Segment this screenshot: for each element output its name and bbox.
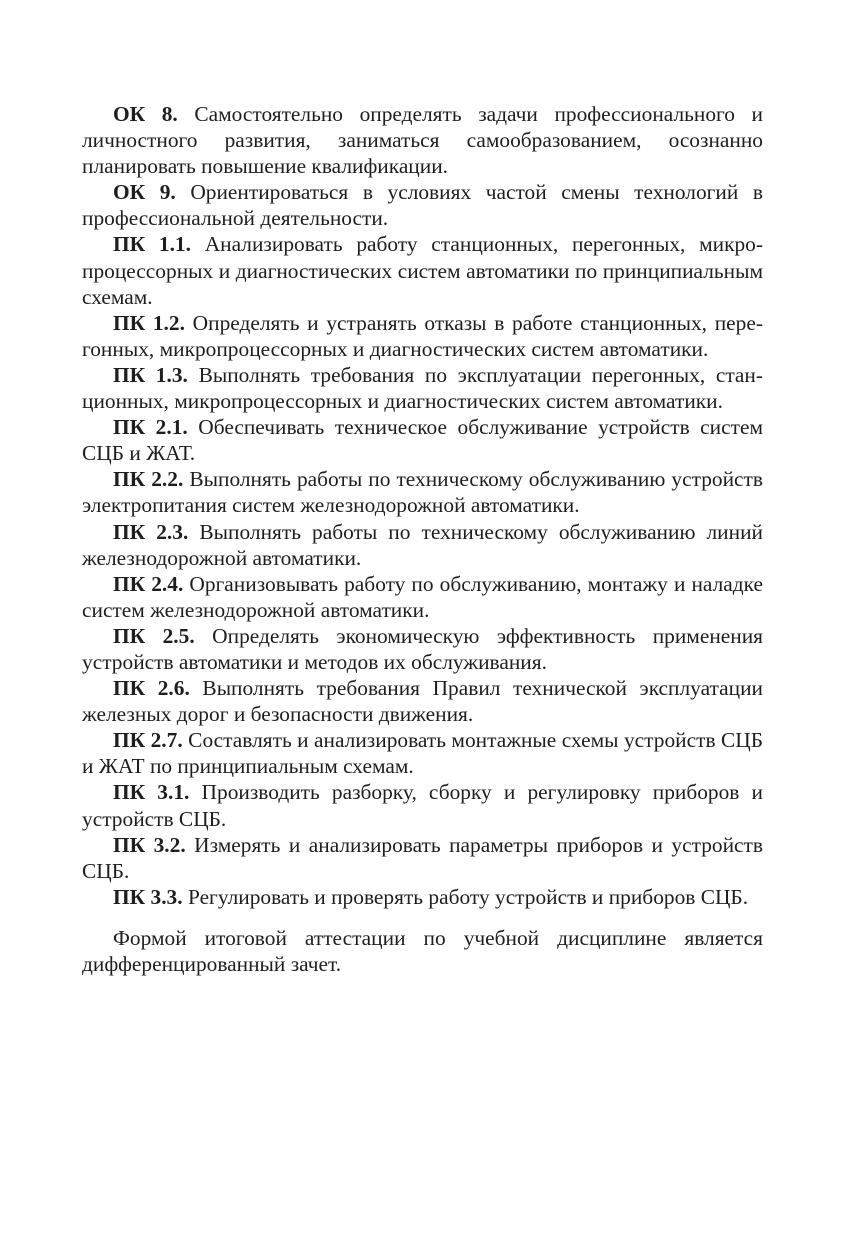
competency-code: ПК 3.2.	[113, 832, 186, 857]
document-page	[82, 101, 763, 977]
competency-code: ПК 1.1.	[113, 232, 191, 257]
competency-code: ПК 1.3.	[113, 362, 188, 387]
competency-code: ПК 3.1.	[113, 780, 190, 805]
competency-pk1-3	[82, 362, 763, 414]
competency-text: Выполнять требования Правил технической эксплуатации железных дорог и безопасности движения.	[82, 676, 763, 727]
competency-pk2-7	[82, 727, 763, 779]
competency-text: Определять экономическую эффективность применения устройств автоматики и методов их обслуживания.	[82, 623, 763, 674]
competency-text: Определять и устранять отказы в работе станционных, перегонных, микропроцессорных и диагностических систем автоматики.	[82, 310, 763, 361]
competency-code: ПК 2.6.	[113, 676, 190, 701]
competency-text: Составлять и анализировать монтажные схемы устройств СЦБ и ЖАТ по принципиальным схемам.	[82, 728, 764, 779]
final-paragraph: Формой итоговой аттестации по учебной дисциплине является дифференцированный зачет.	[82, 925, 763, 976]
competency-pk1-1	[82, 231, 763, 309]
competency-pk3-3	[82, 884, 763, 910]
competency-code: ОК 8.	[113, 102, 178, 126]
competency-text: Измерять и анализировать параметры приборов и устройств СЦБ.	[82, 832, 763, 883]
competency-ok9	[82, 179, 763, 231]
competency-text: Самостоятельно определять задачи профессионального и личностного развития, заниматься самообразованием, осознанно планировать повышение квалификации.	[82, 102, 763, 179]
competency-code: ОК 9.	[113, 180, 176, 205]
competency-code: ПК 2.3.	[113, 519, 189, 544]
competency-pk3-2	[82, 832, 763, 884]
competency-code: ПК 2.7.	[113, 728, 183, 753]
competency-text: Ориентироваться в условиях частой смены технологий в профессиональной деятельности.	[82, 180, 763, 231]
competency-code: ПК 1.2.	[113, 310, 185, 335]
competency-pk2-6	[82, 675, 763, 727]
competency-text: Регулировать и проверять работу устройств и приборов СЦБ.	[187, 884, 749, 909]
competency-code: ПК 2.4.	[113, 571, 184, 596]
competency-text: Производить разборку, сборку и регулировку приборов и устройств СЦБ.	[82, 780, 763, 831]
competency-pk2-4	[82, 571, 763, 623]
competency-code: ПК 2.5.	[113, 623, 195, 648]
competency-code: ПК 2.2.	[113, 467, 184, 492]
competency-pk3-1	[82, 779, 763, 831]
competency-text: Выполнять работы по техническому обслуживанию устройств электропитания систем железнодорожной автоматики.	[82, 467, 763, 518]
competency-text: Выполнять работы по техническому обслуживанию линий железнодорожной автоматики.	[82, 519, 763, 570]
competency-pk2-5	[82, 623, 763, 675]
competency-pk2-2	[82, 466, 763, 518]
competency-text: Организовывать работу по обслуживанию, монтажу и наладке систем железнодорожной автоматики.	[82, 571, 763, 622]
competency-ok8	[82, 101, 763, 179]
competency-pk2-1	[82, 414, 763, 466]
competency-text: Обеспечивать техническое обслуживание устройств систем СЦБ и ЖАТ.	[82, 415, 763, 466]
competency-code: ПК 3.3.	[113, 884, 183, 909]
competency-text: Выполнять требования по эксплуатации перегонных, станционных, микропроцессорных и диагностических систем автоматики.	[82, 362, 763, 414]
competency-text: Анализировать работу станционных, перегонных, микропроцессорных и диагностических систем автоматики по принципиальным схемам.	[82, 232, 763, 309]
competency-pk2-3	[82, 519, 763, 571]
competency-code: ПК 2.1.	[113, 415, 188, 440]
competency-pk1-2	[82, 310, 763, 362]
